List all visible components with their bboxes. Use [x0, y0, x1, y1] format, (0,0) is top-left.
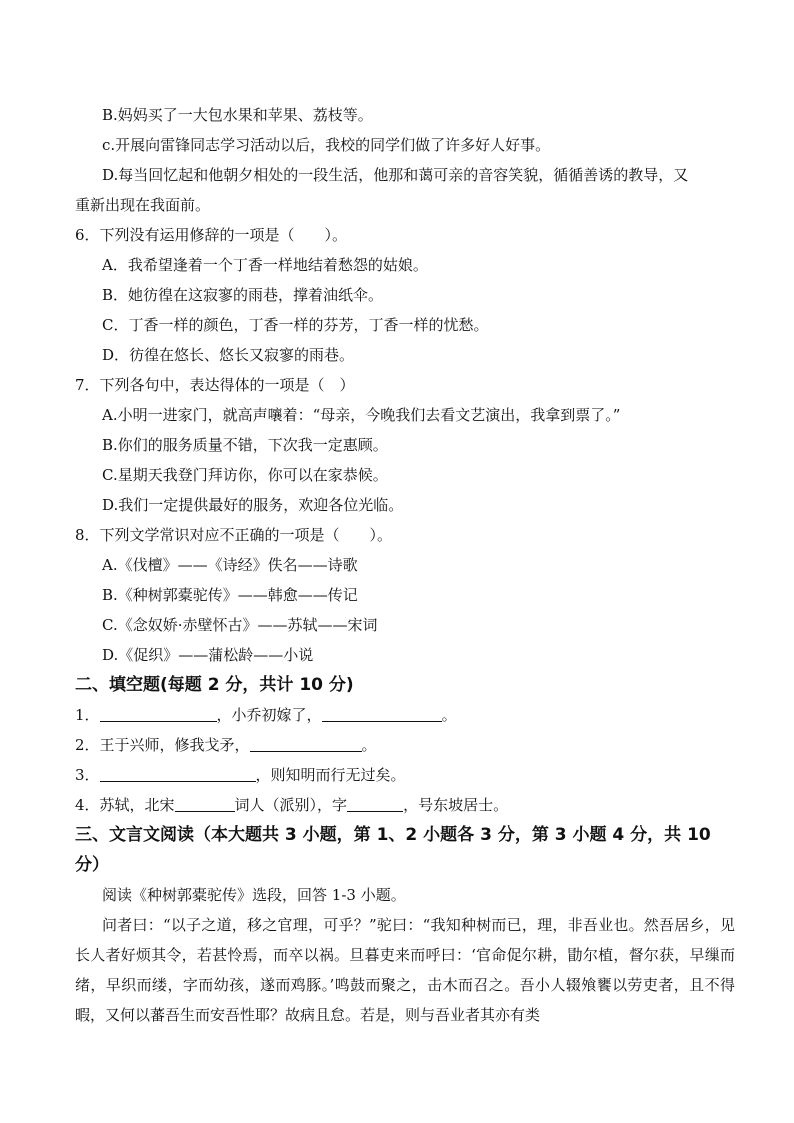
section-3-title: 三、文言文阅读（本大题共 3 小题，第 1、2 小题各 3 分，第 3 小题 4 分，共 10	[75, 825, 711, 845]
q5-option-d: D.每当回忆起和他朝夕相处的一段生活，他那和蔼可亲的音容笑貌，循循善诱的教导，又	[102, 166, 689, 184]
q8-option-b: B.《种树郭橐驼传》——韩愈——传记	[102, 586, 358, 604]
q6-option-a: A．我希望逢着一个丁香一样地结着愁怨的姑娘。	[102, 256, 428, 274]
fill-3-number: 3．	[75, 766, 100, 784]
q6-option-b: B．她彷徨在这寂寥的雨巷，撑着油纸伞。	[102, 286, 384, 304]
q5-option-c: c.开展向雷锋同志学习活动以后，我校的同学们做了许多好人好事。	[102, 136, 551, 154]
fill-1-blank-b[interactable]	[322, 705, 442, 722]
fill-1-end: 。	[441, 706, 457, 724]
q8-option-a: A.《伐檀》——《诗经》佚名——诗歌	[102, 556, 358, 574]
q7-stem: 7．下列各句中，表达得体的一项是（ ）	[75, 376, 355, 394]
fill-1-number: 1．	[75, 706, 100, 724]
fill-item-3	[75, 760, 735, 790]
fill-2-end: 。	[361, 736, 377, 754]
fill-4-end: ，号东坡居士。	[403, 796, 509, 814]
fill-2-blank[interactable]	[250, 735, 362, 752]
q8-option-d: D.《促织》——蒲松龄——小说	[102, 646, 314, 664]
q6-option-c: C．丁香一样的颜色，丁香一样的芬芳，丁香一样的忧愁。	[102, 316, 489, 334]
q7-option-b: B.你们的服务质量不错，下次我一定惠顾。	[102, 436, 388, 454]
fill-4-text: 4．苏轼，北宋	[75, 796, 175, 814]
reading-instruction: 阅读《种树郭橐驼传》选段，回答 1-3 小题。	[102, 886, 406, 904]
fill-item-4	[75, 790, 735, 820]
q6-option-d: D．彷徨在悠长、悠长又寂寥的雨巷。	[102, 346, 355, 364]
fill-item-2	[75, 730, 735, 760]
q8-stem: 8．下列文学常识对应不正确的一项是（ ）。	[75, 526, 393, 544]
fill-1-blank-a[interactable]	[100, 705, 217, 722]
fill-1-middle: ，小乔初嫁了，	[216, 706, 322, 724]
reading-passage: 问者曰：“以子之道，移之官理，可乎？”驼曰：“我知种树而已，理，非吾业也。然吾居乡，见长人者好烦其令，若甚怜焉，而卒以祸。旦暮吏来而呼曰：‘官命促尔耕，勖尔植，督尔获，早缫而绪，早织而缕，字而幼孩，遂而鸡豚。’鸣鼓而聚之，击木而召之。吾小人辍飧饔以劳吏者，且不得暇，又何以蕃吾生而安吾性耶？故病且怠。若是，则与吾业者其亦有类	[75, 916, 735, 1024]
q8-option-c: C.《念奴娇·赤壁怀古》——苏轼——宋词	[102, 616, 378, 634]
fill-4-blank-b[interactable]	[347, 795, 403, 812]
fill-3-text: ，则知明而行无过矣。	[255, 766, 406, 784]
q5-option-b: B.妈妈买了一大包水果和苹果、荔枝等。	[102, 106, 373, 124]
q7-option-c: C.星期天我登门拜访你，你可以在家恭候。	[102, 466, 388, 484]
q6-stem: 6．下列没有运用修辞的一项是（ ）。	[75, 226, 348, 244]
section-2-title: 二、填空题(每题 2 分，共计 10 分)	[75, 675, 354, 695]
fill-4-blank-a[interactable]	[175, 795, 235, 812]
fill-4-middle: 词人（派别），字	[234, 796, 348, 814]
fill-2-text: 2．王于兴师，修我戈矛，	[75, 736, 250, 754]
page-content	[75, 100, 735, 1030]
q5-option-d-continued: 重新出现在我面前。	[75, 196, 211, 214]
q7-option-d: D.我们一定提供最好的服务，欢迎各位光临。	[102, 496, 404, 514]
fill-item-1	[75, 700, 735, 730]
fill-3-blank[interactable]	[100, 765, 256, 782]
section-3-title-continued: 分）	[75, 855, 109, 875]
q7-option-a: A.小明一进家门，就高声嚷着：“母亲，今晚我们去看文艺演出，我拿到票了。”	[102, 406, 621, 424]
